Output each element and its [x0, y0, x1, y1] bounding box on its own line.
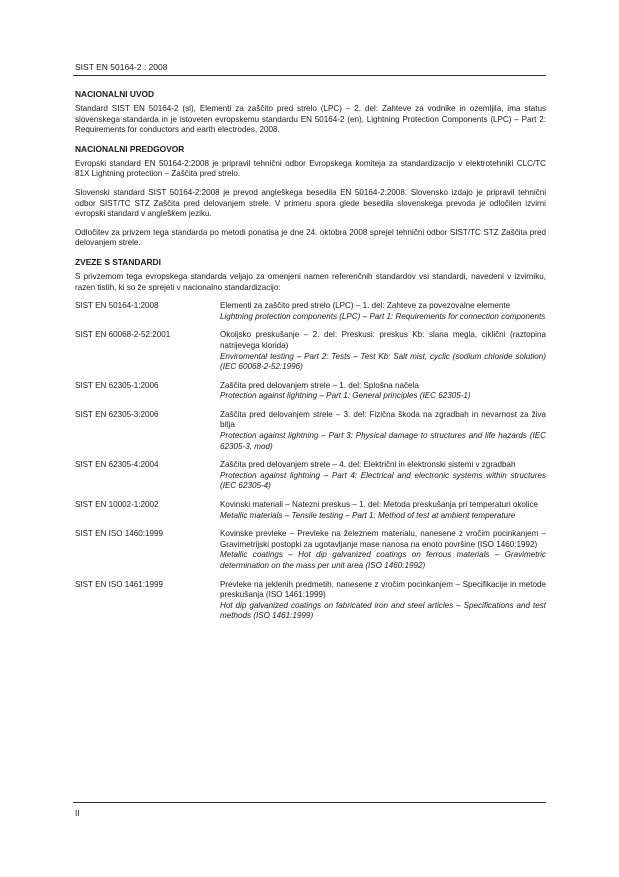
- reference-code: SIST EN ISO 1460:1999: [75, 529, 164, 539]
- reference-title-en: Metallic coatings – Hot dip galvanized coatings on ferrous materials – Gravimetric determination on the mass per unit area (ISO 1460:1992): [220, 550, 546, 570]
- paragraph-uvod: Standard SIST EN 50164-2 (sl), Elementi za zaščito pred strelo (LPC) – 2. del: Zahteve za vodnike in ozemljila, ima status slovenskega standarda in je istoveten evropskemu standardu EN 50164-2 (en), Lightning Protection Components (LPC) – Part 2: Requirements for conductors and earth electrodes, 2008.: [75, 104, 546, 135]
- reference-code: SIST EN 50164-1:2008: [75, 301, 159, 311]
- reference-title-en: Enviromental testing – Part 2: Tests – Test Kb: Salt mist, cyclic (sodium chloride solution) (IEC 60068-2-52:1996): [220, 351, 546, 372]
- reference-title-en: Hot dip galvanized coatings on fabricated iron and steel articles – Specifications and test methods (ISO 1461:1999): [220, 600, 546, 621]
- reference-row: [75, 460, 546, 492]
- reference-title-en: Protection against lightning – Part 4: Electrical and electronic systems within structures (IEC 62305-4): [220, 470, 546, 491]
- paragraph-predgovor-3: Odločitev za privzem tega standarda po metodi ponatisa je dne 24. oktobra 2008 sprejel tehnični odbor SIST/TC STZ Zaščita pred delovanjem strele.: [75, 227, 546, 248]
- reference-description: [220, 330, 546, 372]
- reference-description: [220, 381, 546, 402]
- reference-code: SIST EN 10002-1:2002: [75, 500, 159, 510]
- reference-title-sl: Zaščita pred delovanjem strele – 3. del: Fizična škoda na zgradbah in nevarnost za živa bitja: [220, 409, 546, 430]
- reference-row: [75, 500, 546, 521]
- reference-row: [75, 381, 546, 402]
- reference-title-sl: Kovinske prevleke – Prevleke na železnem materialu, nanesene z vročim pocinkanjem – Gravimetrijski postopki za ugotavljanje mase nanosa na enoto površine (ISO 1460:1992): [220, 529, 546, 549]
- header-rule: [73, 75, 546, 76]
- header-doc-id: SIST EN 50164-2 : 2008: [75, 62, 168, 72]
- content: [75, 89, 546, 630]
- reference-title-en: Metallic materials – Tensile testing – Part 1: Method of test at ambient temperature: [220, 510, 516, 520]
- reference-title-en: Lightning protection components (LPC) – Part 1: Requirements for connection components: [220, 311, 546, 321]
- reference-title-sl: Elementi za zaščito pred strelo (LPC) – 1. del: Zahteve za povezovalne elemente: [220, 301, 511, 311]
- reference-description: [220, 460, 546, 492]
- reference-row: [75, 410, 546, 452]
- reference-code: SIST EN 62305-3:2006: [75, 409, 159, 419]
- section-title-uvod: NACIONALNI UVOD: [75, 89, 155, 99]
- reference-title-sl: Prevleke na jeklenih predmetih, nanesene z vročim pocinkanjem – Specifikacije in metode preskušanja (ISO 1461:1999): [220, 579, 546, 600]
- paragraph-predgovor-1: Evropski standard EN 50164-2:2008 je pripravil tehnični odbor Evropskega komiteja za standardizacijo v elektrotehniki CLC/TC 81X Lightning protection – Zaščita pred strelo.: [75, 158, 546, 179]
- paragraph-predgovor-2: Slovenski standard SIST 50164-2:2008 je prevod angleškega besedila EN 50164-2:2008. Slovensko izdajo je pripravil tehnični odbor SIST/TC STZ Zaščita pred delovanjem strele. V primeru spora glede besedila slovenskega prevoda je odločilen izvirni evropski standard v angleškem jeziku.: [75, 187, 546, 219]
- page-number: II: [75, 808, 80, 818]
- reference-code: SIST EN ISO 1461:1999: [75, 579, 164, 589]
- reference-description: [220, 301, 546, 322]
- reference-title-sl: Okoljsko preskušanje – 2. del: Preskusi: preskus Kb: slana megla, ciklični (raztopina natrijevega klorida): [220, 330, 546, 350]
- reference-title-sl: Kovinski materiali – Natezni preskus – 1. del: Metoda preskušanja pri temperaturi okolice: [220, 500, 539, 510]
- paragraph-zveze: S privzemom tega evropskega standarda veljajo za omenjeni namen referenčnih standardov vsi standardi, navedeni v izvirniku, razen tistih, ki so že sprejeti v nacionalno standardizacijo:: [75, 271, 546, 292]
- reference-title-en: Protection against lightning – Part 1: General principles (IEC 62305-1): [220, 391, 471, 401]
- reference-description: [220, 410, 546, 452]
- reference-code: SIST EN 60068-2-52:2001: [75, 330, 171, 340]
- reference-title-sl: Zaščita pred delovanjem strele – 4. del: Električni in elektronski sistemi v zgradbah: [220, 460, 516, 470]
- reference-list: [75, 301, 546, 622]
- reference-title-en: Protection against lightning – Part 3: Physical damage to structures and life hazards (IEC 62305-3, mod): [220, 431, 546, 451]
- reference-row: [75, 580, 546, 622]
- section-title-predgovor: NACIONALNI PREDGOVOR: [75, 143, 185, 154]
- reference-description: [220, 500, 546, 521]
- footer-rule: [73, 802, 546, 803]
- section-title-zveze: ZVEZE S STANDARDI: [75, 256, 161, 267]
- reference-row: [75, 330, 546, 372]
- reference-row: [75, 301, 546, 322]
- reference-code: SIST EN 62305-1:2006: [75, 380, 159, 390]
- reference-row: [75, 529, 546, 571]
- reference-description: [220, 529, 546, 571]
- reference-title-sl: Zaščita pred delovanjem strele – 1. del: Splošna načela: [220, 380, 419, 390]
- reference-code: SIST EN 62305-4:2004: [75, 460, 159, 470]
- reference-description: [220, 580, 546, 622]
